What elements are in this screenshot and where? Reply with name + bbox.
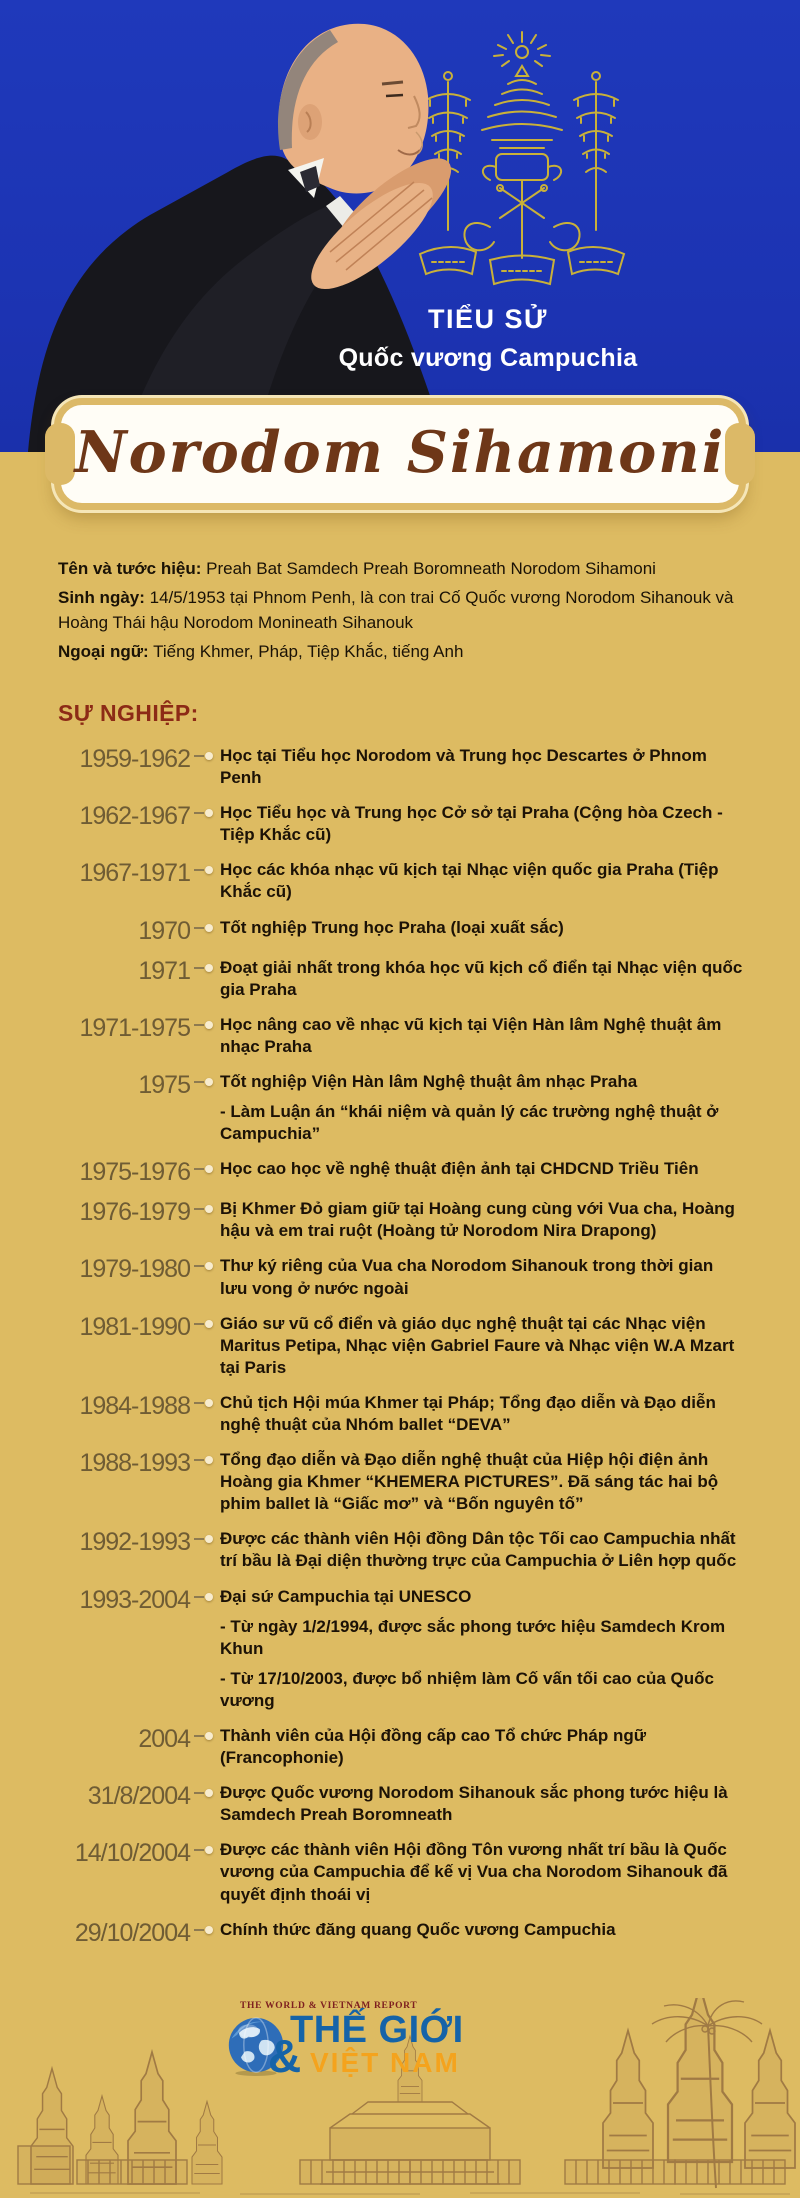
royal-name: Norodom Sihamoni bbox=[74, 419, 726, 486]
connector-dash bbox=[194, 1402, 204, 1404]
timeline-entry bbox=[58, 1014, 800, 1058]
timeline-entry bbox=[58, 1313, 800, 1379]
connector-dot-icon bbox=[205, 1262, 213, 1270]
timeline-text bbox=[220, 1782, 800, 1826]
timeline-entry bbox=[58, 1528, 800, 1572]
timeline-main-text: Thành viên của Hội đồng cấp cao Tổ chức Pháp ngữ (Francophonie) bbox=[220, 1726, 647, 1768]
connector-dot-icon bbox=[205, 1320, 213, 1328]
timeline-main-text: Học Tiểu học và Trung học Cở sở tại Praha (Cộng hòa Czech - Tiệp Khắc cũ) bbox=[220, 803, 723, 845]
timeline-text bbox=[220, 1071, 800, 1145]
timeline-entry bbox=[58, 917, 800, 944]
timeline-connector bbox=[190, 859, 220, 881]
brand-lockup bbox=[226, 2009, 496, 2083]
timeline-subs bbox=[220, 1101, 744, 1145]
connector-dash bbox=[194, 927, 204, 929]
timeline-entry bbox=[58, 1198, 800, 1242]
timeline-period: 1962-1967 bbox=[79, 802, 190, 831]
connector-dash bbox=[194, 1849, 204, 1851]
timeline-entry bbox=[58, 1839, 800, 1905]
timeline-subitem: - Làm Luận án “khái niệm và quản lý các trường nghệ thuật ở Campuchia” bbox=[220, 1102, 719, 1144]
timeline-text bbox=[220, 859, 800, 903]
timeline-main-text: Được các thành viên Hội đồng Tôn vương nhất trí bầu là Quốc vương của Campuchia để kế vị Vua cha Norodom Sihanouk đã quyết định thoái vị bbox=[220, 1840, 728, 1904]
bio-section bbox=[58, 556, 746, 664]
connector-dash bbox=[194, 1735, 204, 1737]
timeline bbox=[58, 745, 800, 1946]
timeline-entry bbox=[58, 1392, 800, 1436]
brand-tagline: THE WORLD & VIETNAM REPORT bbox=[240, 2001, 418, 2011]
timeline-main-text: Tổng đạo diễn và Đạo diễn nghệ thuật của Hiệp hội điện ảnh Hoàng gia Khmer “KHEMERA PICTURES”. Đã sáng tác hai bộ phim ballet là “Giấc mơ” và “Bốn nguyên tố” bbox=[220, 1450, 719, 1514]
connector-dot-icon bbox=[205, 1535, 213, 1543]
connector-dash bbox=[194, 967, 204, 969]
timeline-connector bbox=[190, 1449, 220, 1471]
timeline-text bbox=[220, 1158, 800, 1185]
timeline-period: 29/10/2004 bbox=[74, 1918, 190, 1947]
timeline-text bbox=[220, 1725, 800, 1769]
timeline-period: 1971 bbox=[138, 956, 190, 985]
timeline-connector bbox=[190, 957, 220, 979]
timeline-main-text: Thư ký riêng của Vua cha Norodom Sihanouk trong thời gian lưu vong ở nước ngoài bbox=[220, 1256, 714, 1298]
connector-dash bbox=[194, 1929, 204, 1931]
timeline-entry bbox=[58, 1725, 800, 1769]
timeline-entry bbox=[58, 859, 800, 903]
timeline-text bbox=[220, 1255, 800, 1299]
king-portrait bbox=[0, 0, 480, 452]
bio-value: Tiếng Khmer, Pháp, Tiệp Khắc, tiếng Anh bbox=[153, 641, 464, 661]
name-banner bbox=[54, 398, 746, 510]
timeline-connector bbox=[190, 1071, 220, 1093]
timeline-period: 1975-1976 bbox=[79, 1158, 190, 1187]
timeline-period: 31/8/2004 bbox=[87, 1782, 190, 1811]
connector-dot-icon bbox=[205, 1021, 213, 1029]
timeline-connector bbox=[190, 1839, 220, 1861]
timeline-text bbox=[220, 917, 800, 944]
timeline-subs bbox=[220, 1616, 744, 1712]
connector-dash bbox=[194, 1208, 204, 1210]
timeline-main-text: Đoạt giải nhất trong khóa học vũ kịch cổ điển tại Nhạc viện quốc gia Praha bbox=[220, 957, 743, 999]
timeline-period: 1988-1993 bbox=[79, 1449, 190, 1478]
timeline-text bbox=[220, 1528, 800, 1572]
connector-dot-icon bbox=[205, 809, 213, 817]
timeline-period: 2004 bbox=[138, 1725, 190, 1753]
timeline-connector bbox=[190, 1158, 220, 1180]
timeline-connector bbox=[190, 1586, 220, 1608]
timeline-entry bbox=[58, 1071, 800, 1145]
timeline-connector bbox=[190, 1725, 220, 1747]
timeline-connector bbox=[190, 1198, 220, 1220]
brand-viet-nam: VIỆT NAM bbox=[310, 2047, 460, 2078]
brand-the-gioi: THẾ GIỚI bbox=[290, 2009, 464, 2051]
connector-dash bbox=[194, 1596, 204, 1598]
bio-value: 14/5/1953 tại Phnom Penh, là con trai Cố Quốc vương Norodom Sihanouk và Hoàng Thái hậu Norodom Monineath Sihanouk bbox=[58, 587, 734, 632]
connector-dash bbox=[194, 1792, 204, 1794]
connector-dash bbox=[194, 1459, 204, 1461]
timeline-main-text: Bị Khmer Đỏ giam giữ tại Hoàng cung cùng với Vua cha, Hoàng hậu và em trai ruột (Hoàng tử Norodom Nira Drapong) bbox=[220, 1199, 735, 1241]
timeline-text bbox=[220, 957, 800, 1001]
connector-dot-icon bbox=[205, 1205, 213, 1213]
timeline-main-text: Học nâng cao về nhạc vũ kịch tại Viện Hàn lâm Nghệ thuật âm nhạc Praha bbox=[220, 1014, 722, 1056]
connector-dot-icon bbox=[205, 1399, 213, 1407]
timeline-period: 1971-1975 bbox=[79, 1013, 190, 1042]
timeline-text bbox=[220, 1839, 800, 1905]
timeline-connector bbox=[190, 1528, 220, 1550]
connector-dot-icon bbox=[205, 1789, 213, 1797]
timeline-period: 1975 bbox=[138, 1070, 190, 1099]
timeline-connector bbox=[190, 917, 220, 939]
timeline-connector bbox=[190, 1014, 220, 1036]
hero-title: Quốc vương Campuchia bbox=[338, 344, 638, 372]
timeline-text bbox=[220, 1198, 800, 1242]
hero-kicker: TIỂU SỬ bbox=[428, 304, 548, 334]
timeline-text bbox=[220, 1014, 800, 1058]
timeline-main-text: Đại sứ Campuchia tại UNESCO bbox=[220, 1586, 472, 1606]
timeline-main-text: Học tại Tiểu học Norodom và Trung học Descartes ở Phnom Penh bbox=[220, 746, 707, 788]
connector-dot-icon bbox=[205, 1732, 213, 1740]
timeline-period: 14/10/2004 bbox=[74, 1839, 190, 1868]
bio-row-languages bbox=[58, 639, 746, 665]
timeline-connector bbox=[190, 802, 220, 824]
connector-dash bbox=[194, 869, 204, 871]
timeline-entry bbox=[58, 1782, 800, 1826]
content-section bbox=[0, 452, 800, 2198]
timeline-entry bbox=[58, 1449, 800, 1515]
connector-dot-icon bbox=[205, 924, 213, 932]
timeline-text bbox=[220, 1392, 800, 1436]
timeline-text bbox=[220, 802, 800, 846]
timeline-subitem: - Từ 17/10/2003, được bổ nhiệm làm Cố vấn tối cao của Quốc vương bbox=[220, 1668, 714, 1710]
bio-value: Preah Bat Samdech Preah Boromneath Norodom Sihamoni bbox=[206, 559, 656, 578]
connector-dot-icon bbox=[205, 866, 213, 874]
timeline-connector bbox=[190, 1313, 220, 1335]
timeline-main-text: Học cao học về nghệ thuật điện ảnh tại CHDCND Triều Tiên bbox=[220, 1159, 699, 1179]
timeline-connector bbox=[190, 1392, 220, 1414]
timeline-main-text: Tốt nghiệp Viện Hàn lâm Nghệ thuật âm nhạc Praha bbox=[220, 1071, 638, 1091]
connector-dash bbox=[194, 755, 204, 757]
timeline-period: 1992-1993 bbox=[79, 1528, 190, 1557]
timeline-main-text: Chính thức đăng quang Quốc vương Campuchia bbox=[220, 1919, 616, 1939]
hero-section bbox=[0, 0, 800, 452]
timeline-period: 1979-1980 bbox=[79, 1255, 190, 1284]
connector-dot-icon bbox=[205, 1926, 213, 1934]
timeline-main-text: Chủ tịch Hội múa Khmer tại Pháp; Tổng đạo diễn và Đạo diễn nghệ thuật của Nhóm ballet “DEVA” bbox=[220, 1392, 716, 1434]
timeline-text bbox=[220, 1919, 800, 1946]
timeline-period: 1959-1962 bbox=[79, 745, 190, 773]
connector-dash bbox=[194, 1265, 204, 1267]
timeline-connector bbox=[190, 1782, 220, 1804]
timeline-text bbox=[220, 1313, 800, 1379]
bio-label: Ngoại ngữ: bbox=[58, 641, 149, 661]
timeline-period: 1967-1971 bbox=[79, 859, 190, 888]
timeline-main-text: Tốt nghiệp Trung học Praha (loại xuất sắc) bbox=[220, 917, 564, 937]
timeline-main-text: Học các khóa nhạc vũ kịch tại Nhạc viện quốc gia Praha (Tiệp Khắc cũ) bbox=[220, 860, 719, 902]
timeline-main-text: Được các thành viên Hội đồng Dân tộc Tối cao Campuchia nhất trí bầu là Đại diện thường trực của Campuchia ở Liên hợp quốc bbox=[220, 1529, 737, 1571]
timeline-subitem: - Từ ngày 1/2/1994, được sắc phong tước hiệu Samdech Krom Khun bbox=[220, 1616, 726, 1658]
timeline-period: 1984-1988 bbox=[79, 1391, 190, 1420]
connector-dot-icon bbox=[205, 964, 213, 972]
timeline-entry bbox=[58, 1158, 800, 1185]
bio-label: Tên và tước hiệu: bbox=[58, 559, 202, 578]
connector-dot-icon bbox=[205, 1165, 213, 1173]
connector-dash bbox=[194, 1081, 204, 1083]
career-heading: SỰ NGHIỆP: bbox=[58, 700, 199, 726]
connector-dot-icon bbox=[205, 1078, 213, 1086]
brand-logo bbox=[226, 2001, 496, 2083]
connector-dash bbox=[194, 1168, 204, 1170]
connector-dot-icon bbox=[205, 1456, 213, 1464]
timeline-connector bbox=[190, 1919, 220, 1941]
timeline-text bbox=[220, 1449, 800, 1515]
timeline-main-text: Được Quốc vương Norodom Sihanouk sắc phong tước hiệu là Samdech Preah Boromneath bbox=[220, 1783, 728, 1825]
timeline-text bbox=[220, 1586, 800, 1712]
timeline-entry bbox=[58, 802, 800, 846]
hero-titles bbox=[288, 304, 688, 373]
bio-label: Sinh ngày: bbox=[58, 587, 145, 607]
timeline-text bbox=[220, 745, 800, 789]
timeline-entry bbox=[58, 1919, 800, 1946]
connector-dash bbox=[194, 1538, 204, 1540]
timeline-connector bbox=[190, 745, 220, 767]
timeline-connector bbox=[190, 1255, 220, 1277]
timeline-period: 1970 bbox=[138, 916, 190, 945]
timeline-period: 1993-2004 bbox=[79, 1585, 190, 1614]
timeline-main-text: Giáo sư vũ cổ điển và giáo dục nghệ thuật tại các Nhạc viện Maritus Petipa, Nhạc viện Gabriel Faure và Nhạc viện W.A Mzart tại Paris bbox=[220, 1313, 735, 1377]
connector-dash bbox=[194, 812, 204, 814]
connector-dash bbox=[194, 1323, 204, 1325]
timeline-entry bbox=[58, 1586, 800, 1712]
bio-row-birth bbox=[58, 585, 746, 636]
timeline-entry bbox=[58, 745, 800, 789]
bio-row-name bbox=[58, 556, 746, 582]
connector-dash bbox=[194, 1024, 204, 1026]
connector-dot-icon bbox=[205, 1593, 213, 1601]
timeline-entry bbox=[58, 1255, 800, 1299]
connector-dot-icon bbox=[205, 1846, 213, 1854]
brand-ampersand: & bbox=[268, 2030, 302, 2082]
timeline-entry bbox=[58, 957, 800, 1001]
timeline-period: 1981-1990 bbox=[79, 1312, 190, 1341]
timeline-period: 1976-1979 bbox=[79, 1198, 190, 1227]
connector-dot-icon bbox=[205, 752, 213, 760]
